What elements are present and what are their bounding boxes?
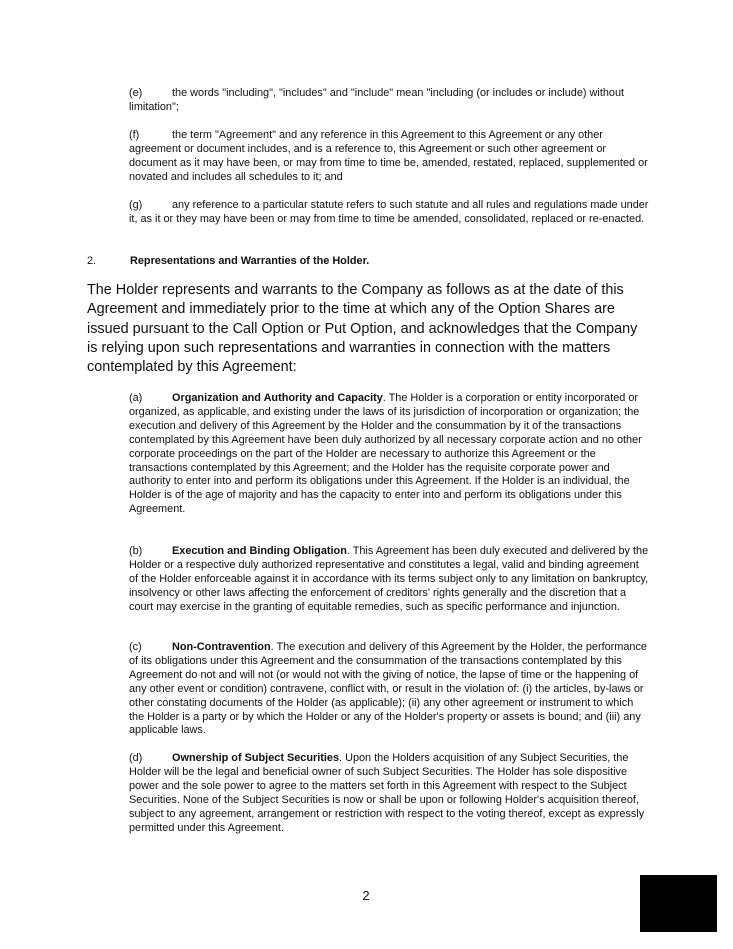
rep-c bbox=[129, 641, 649, 738]
rep-a-text: . The Holder is a corporation or entity incorporated or organized, as applicable, and existing under the laws of its jurisdiction of incorporation or organization; the execution and delivery of this Agreement by the Holder and the consummation by it of the transactions contemplated by this Agreement have been duly authorized by all necessary corporate action and no other corporate proceedings on the part of the Holder are necessary to authorize this Agreement or the transactions contemplated by this Agreement; and the Holder has the requisite corporate power and authority to enter into and perform its obligations under this Agreement. If the Holder is an individual, the Holder is of the age of majority and has the capacity to enter into and perform its obligations under this Agreement. bbox=[129, 392, 642, 516]
rep-b-title: Execution and Binding Obligation bbox=[172, 545, 347, 557]
clause-e-label: (e) bbox=[129, 87, 143, 99]
rep-a-title: Organization and Authority and Capacity bbox=[172, 392, 383, 404]
rep-b-text: . This Agreement has been duly executed and delivered by the Holder or a respective duly authorized representative and constitutes a legal, valid and binding agreement of the Holder enforceable against it in accordance with its terms subject only to any limitation on bankruptcy, insolvency or other laws affecting the enforcement of creditors' rights generally and the discretion that a court may exercise in the granting of equitable remedies, such as specific performance and injunction. bbox=[129, 545, 649, 613]
clause-e-text: the words "including", "includes" and "include" mean "including (or includes or include) without limitation"; bbox=[129, 87, 625, 113]
clause-e bbox=[129, 87, 649, 115]
redaction-box bbox=[640, 875, 717, 932]
clause-g-label: (g) bbox=[129, 199, 143, 211]
rep-c-label: (c) bbox=[129, 641, 142, 653]
section-heading bbox=[87, 254, 647, 268]
clause-f bbox=[129, 129, 649, 185]
rep-c-text: . The execution and delivery of this Agreement by the Holder, the performance of its obligations under this Agreement and the consummation of the transactions contemplated by this Agreement do not and will not (or would not with the giving of notice, the lapse of time or the happening of any other event or condition) contravene, conflict with, or result in the violation of: (i) the articles, by-laws or other constating documents of the Holder (as applicable); (ii) any other agreement or instrument to which the Holder is a party or by which the Holder or any of the Holder's property or assets is bound; and (iii) any applicable laws. bbox=[129, 641, 647, 737]
rep-a-label: (a) bbox=[129, 392, 143, 404]
rep-d-label: (d) bbox=[129, 752, 143, 764]
clause-g-text: any reference to a particular statute refers to such statute and all rules and regulations made under it, as it or they may have been or may from time to time be amended, consolidated, replaced or re-enacted. bbox=[129, 199, 649, 225]
rep-d-text: . Upon the Holders acquisition of any Subject Securities, the Holder will be the legal and beneficial owner of such Subject Securities. The Holder has sole dispositive power and the sole power to agree to the matters set forth in this Agreement with respect to the Subject Securities. None of the Subject Securities is now or shall be upon or following Holder's acquisition thereof, subject to any agreement, arrangement or restriction with respect to the voting thereof, except as expressly permitted under this Agreement. bbox=[129, 752, 645, 834]
section-title: Representations and Warranties of the Holder. bbox=[130, 255, 370, 267]
page-number: 2 bbox=[362, 888, 370, 903]
section-intro: The Holder represents and warrants to the Company as follows as at the date of this Agreement and immediately prior to the time at which any of the Option Shares are issued pursuant to the Call Option or Put Option, and acknowledges that the Company is relying upon such representations and warranties in connection with the matters contemplated by this Agreement: bbox=[87, 282, 638, 376]
rep-c-title: Non-Contravention bbox=[172, 641, 271, 653]
clause-g bbox=[129, 199, 649, 227]
rep-b-label: (b) bbox=[129, 545, 143, 557]
rep-b bbox=[129, 545, 649, 615]
clause-f-text: the term "Agreement" and any reference in this Agreement to this Agreement or any other agreement or document includes, and is a reference to, this Agreement or such other agreement or document as it may have been, or may from time to time be, amended, restated, replaced, supplemented or novated and includes all schedules to it; and bbox=[129, 129, 648, 183]
rep-d-title: Ownership of Subject Securities bbox=[172, 752, 340, 764]
rep-d bbox=[129, 752, 649, 835]
rep-a bbox=[129, 392, 649, 517]
clause-f-label: (f) bbox=[129, 129, 140, 141]
section-number: 2. bbox=[87, 255, 97, 267]
